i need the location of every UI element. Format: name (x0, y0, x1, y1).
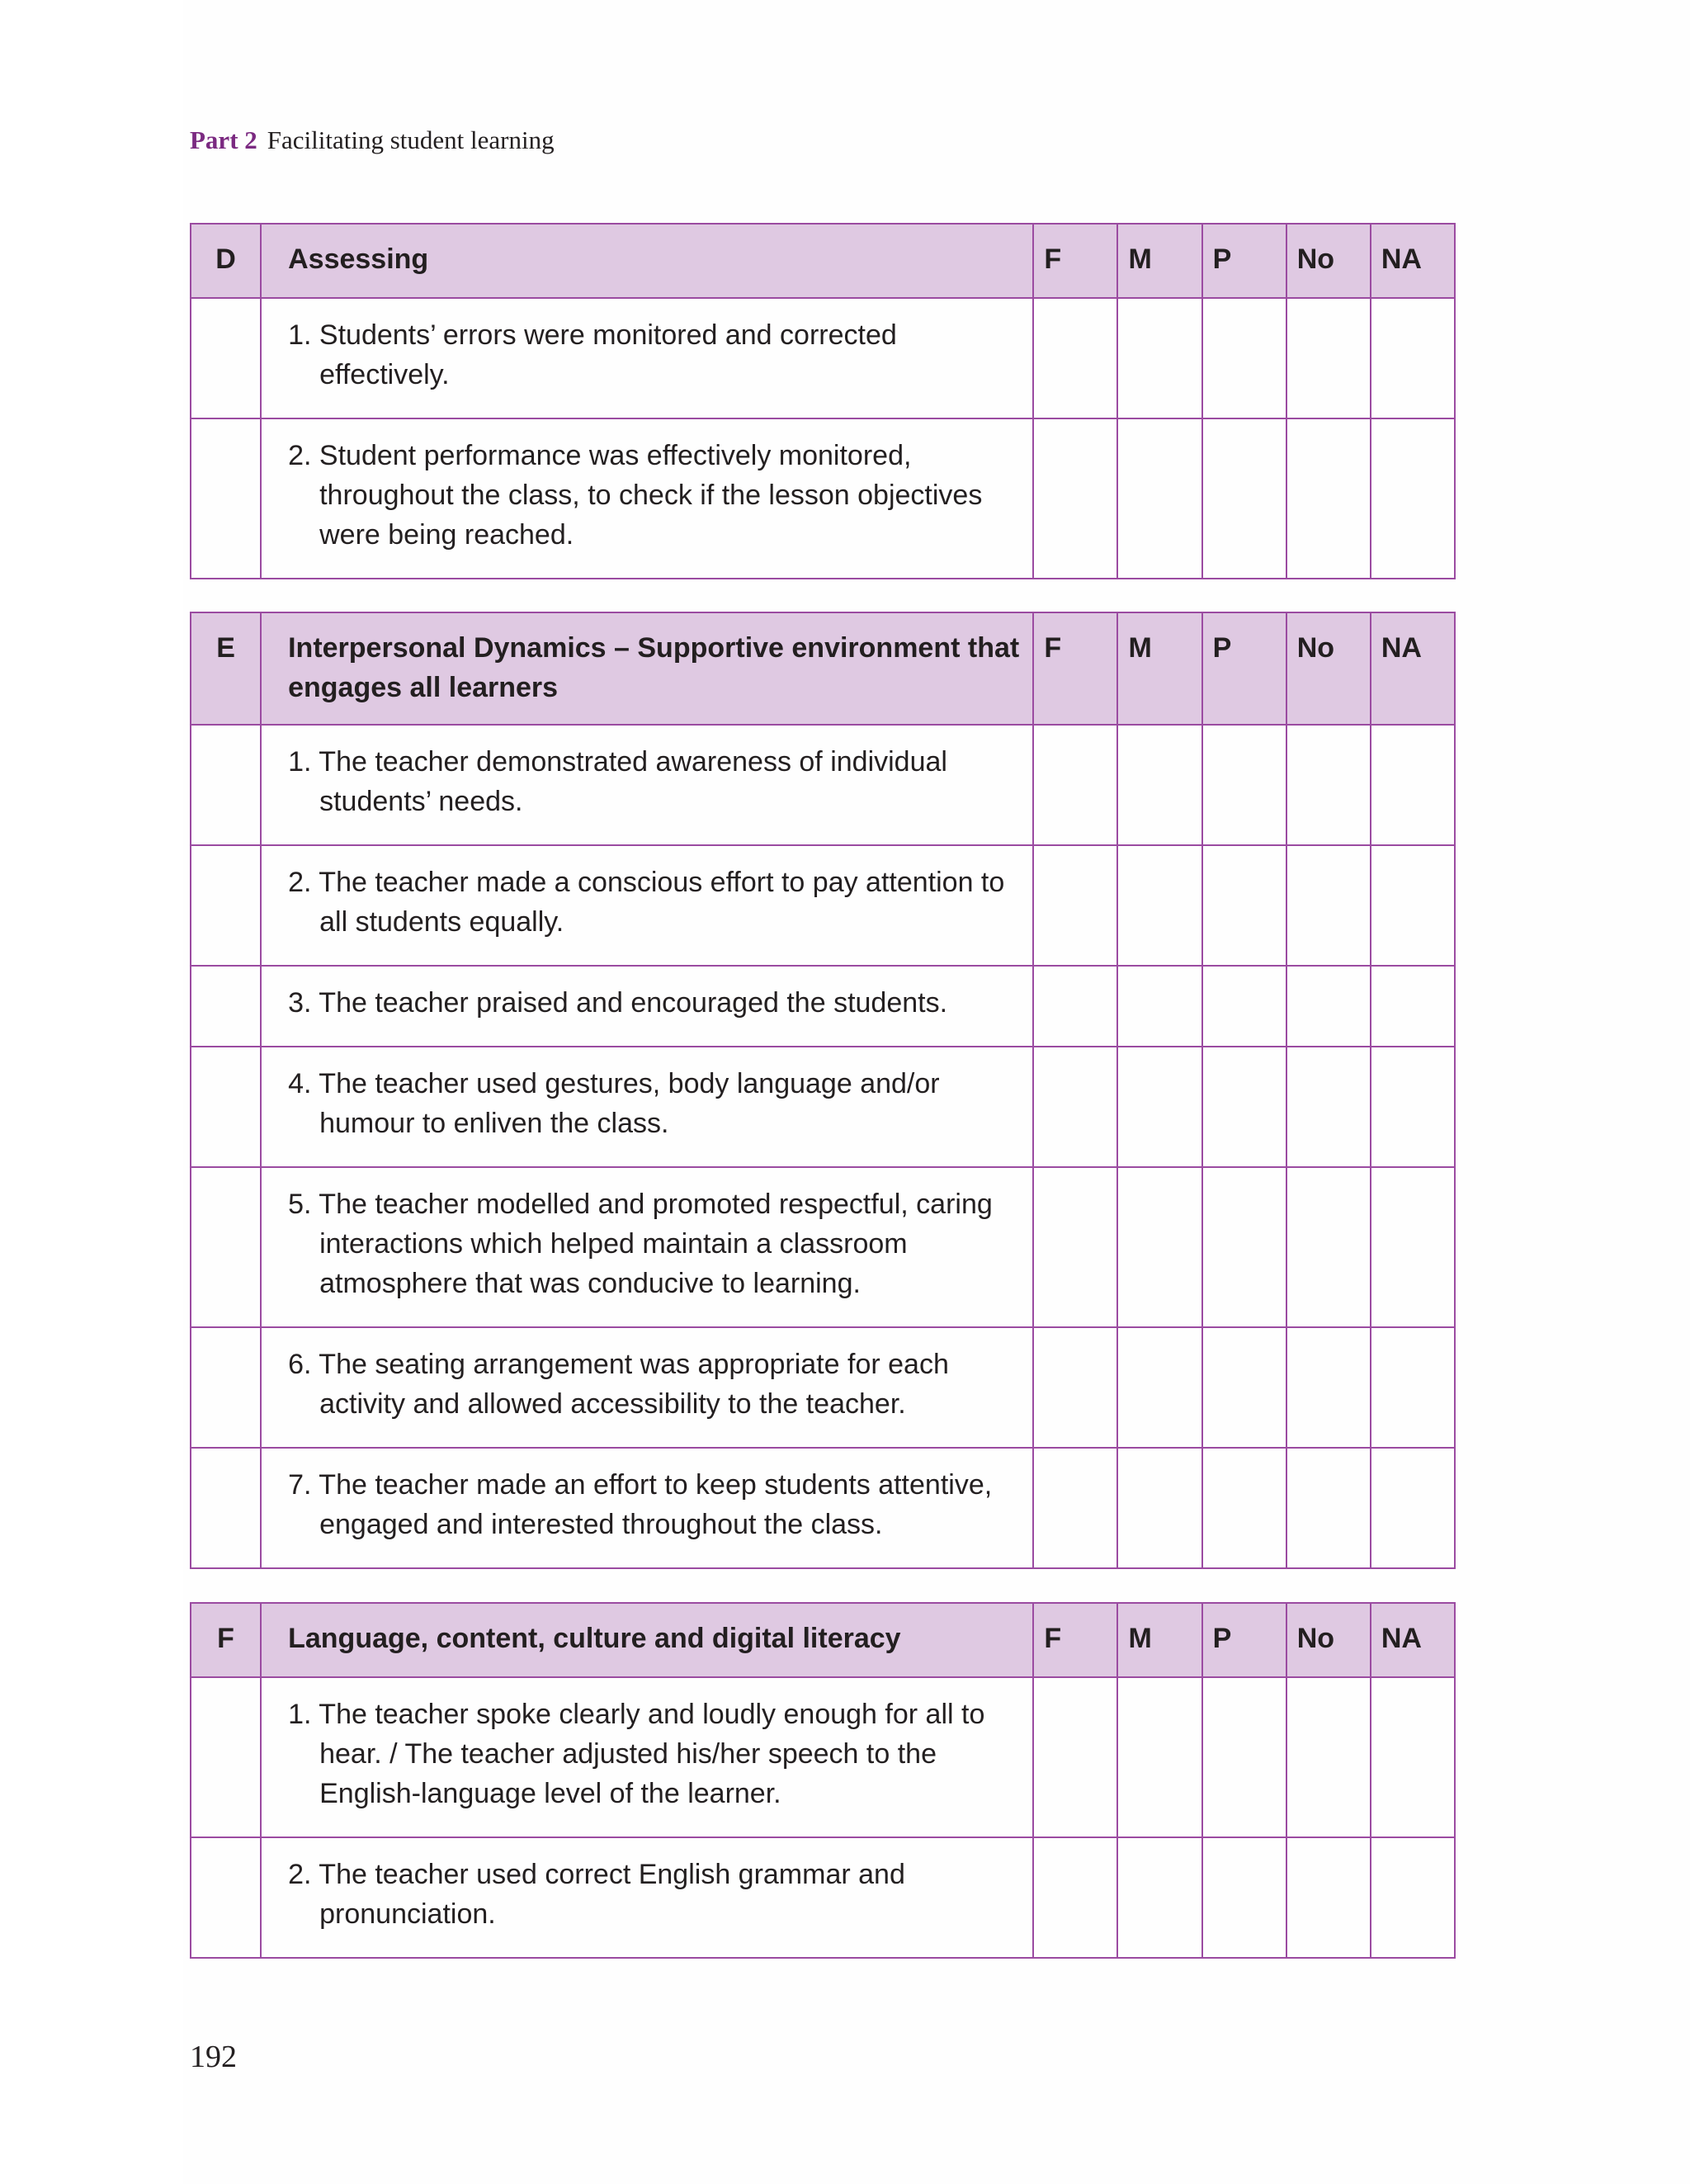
rating-cell-f[interactable] (1033, 418, 1117, 579)
rating-cell-na[interactable] (1371, 418, 1455, 579)
row-letter-cell (191, 1837, 261, 1958)
rating-cell-m[interactable] (1117, 1167, 1201, 1327)
section-header-row (191, 224, 1455, 298)
criterion-text: 3. The teacher praised and encouraged the students. (261, 966, 1033, 1047)
row-letter-cell (191, 1167, 261, 1327)
section-title: Interpersonal Dynamics – Supportive environment that engages all learners (261, 612, 1033, 725)
section-letter: E (191, 612, 261, 725)
criterion-row (191, 298, 1455, 418)
criterion-text: 2. The teacher used correct English grammar and pronunciation. (261, 1837, 1033, 1958)
rating-cell-m[interactable] (1117, 418, 1201, 579)
rating-cell-no[interactable] (1286, 298, 1371, 418)
rating-cell-m[interactable] (1117, 298, 1201, 418)
criterion-row (191, 1837, 1455, 1958)
rating-cell-p[interactable] (1202, 418, 1286, 579)
rating-cell-m[interactable] (1117, 845, 1201, 966)
rating-cell-p[interactable] (1202, 1837, 1286, 1958)
rating-cell-f[interactable] (1033, 1677, 1117, 1837)
section-table (190, 223, 1456, 579)
rating-cell-na[interactable] (1371, 1837, 1455, 1958)
rating-cell-na[interactable] (1371, 1167, 1455, 1327)
rating-cell-no[interactable] (1286, 1327, 1371, 1448)
rating-cell-f[interactable] (1033, 1047, 1117, 1167)
rating-cell-no[interactable] (1286, 418, 1371, 579)
criterion-row (191, 1167, 1455, 1327)
criterion-text: 5. The teacher modelled and promoted respectful, caring interactions which helped maintain a classroom atmosphere that was conducive to learning. (261, 1167, 1033, 1327)
criterion-row (191, 1047, 1455, 1167)
rating-cell-m[interactable] (1117, 1677, 1201, 1837)
row-letter-cell (191, 1047, 261, 1167)
section-table (190, 1602, 1456, 1959)
rating-cell-no[interactable] (1286, 1677, 1371, 1837)
rating-header-f: F (1033, 224, 1117, 298)
rating-cell-m[interactable] (1117, 1837, 1201, 1958)
rating-cell-f[interactable] (1033, 298, 1117, 418)
rating-cell-p[interactable] (1202, 1677, 1286, 1837)
rating-cell-f[interactable] (1033, 966, 1117, 1047)
rating-cell-f[interactable] (1033, 725, 1117, 845)
rating-cell-p[interactable] (1202, 1448, 1286, 1568)
rating-cell-no[interactable] (1286, 1167, 1371, 1327)
rating-header-m: M (1117, 224, 1201, 298)
rating-cell-f[interactable] (1033, 845, 1117, 966)
rating-header-na: NA (1371, 612, 1455, 725)
rating-cell-no[interactable] (1286, 1448, 1371, 1568)
rating-cell-m[interactable] (1117, 725, 1201, 845)
criterion-row (191, 1327, 1455, 1448)
section-letter: D (191, 224, 261, 298)
rating-cell-na[interactable] (1371, 966, 1455, 1047)
rating-header-f: F (1033, 1603, 1117, 1677)
rating-header-na: NA (1371, 1603, 1455, 1677)
rating-cell-m[interactable] (1117, 1327, 1201, 1448)
row-letter-cell (191, 1448, 261, 1568)
section-header-row (191, 1603, 1455, 1677)
criterion-text: 1. The teacher demonstrated awareness of individual students’ needs. (261, 725, 1033, 845)
rating-header-no: No (1286, 224, 1371, 298)
criterion-row (191, 1677, 1455, 1837)
criterion-text: 2. The teacher made a conscious effort to pay attention to all students equally. (261, 845, 1033, 966)
rating-cell-p[interactable] (1202, 298, 1286, 418)
criterion-row (191, 845, 1455, 966)
rating-header-m: M (1117, 612, 1201, 725)
rating-cell-na[interactable] (1371, 1047, 1455, 1167)
criterion-row (191, 725, 1455, 845)
section-title: Language, content, culture and digital literacy (261, 1603, 1033, 1677)
rating-cell-p[interactable] (1202, 1167, 1286, 1327)
row-letter-cell (191, 1327, 261, 1448)
rating-cell-na[interactable] (1371, 1677, 1455, 1837)
rating-header-na: NA (1371, 224, 1455, 298)
rating-cell-f[interactable] (1033, 1327, 1117, 1448)
criterion-text: 2. Student performance was effectively monitored, throughout the class, to check if the lesson objectives were being reached. (261, 418, 1033, 579)
rating-cell-m[interactable] (1117, 1047, 1201, 1167)
rating-cell-p[interactable] (1202, 845, 1286, 966)
section-title: Assessing (261, 224, 1033, 298)
row-letter-cell (191, 1677, 261, 1837)
criterion-text: 6. The seating arrangement was appropriate for each activity and allowed accessibility to the teacher. (261, 1327, 1033, 1448)
rating-header-p: P (1202, 612, 1286, 725)
row-letter-cell (191, 418, 261, 579)
rating-header-p: P (1202, 1603, 1286, 1677)
row-letter-cell (191, 966, 261, 1047)
criterion-text: 7. The teacher made an effort to keep students attentive, engaged and interested throughout the class. (261, 1448, 1033, 1568)
rating-cell-no[interactable] (1286, 966, 1371, 1047)
rating-cell-na[interactable] (1371, 298, 1455, 418)
section-table (190, 612, 1456, 1569)
rating-cell-no[interactable] (1286, 1047, 1371, 1167)
rating-cell-na[interactable] (1371, 1448, 1455, 1568)
criterion-text: 1. Students’ errors were monitored and corrected effectively. (261, 298, 1033, 418)
row-letter-cell (191, 845, 261, 966)
page-margin (0, 0, 183, 2184)
part-label: Part 2 (190, 125, 257, 154)
criterion-row (191, 966, 1455, 1047)
rating-cell-no[interactable] (1286, 725, 1371, 845)
criterion-text: 1. The teacher spoke clearly and loudly enough for all to hear. / The teacher adjusted his/her speech to the English-language level of the learner. (261, 1677, 1033, 1837)
rating-cell-p[interactable] (1202, 1047, 1286, 1167)
rating-header-no: No (1286, 612, 1371, 725)
rating-cell-no[interactable] (1286, 1837, 1371, 1958)
rating-cell-no[interactable] (1286, 845, 1371, 966)
rating-header-no: No (1286, 1603, 1371, 1677)
chapter-title: Facilitating student learning (267, 125, 555, 154)
rating-cell-p[interactable] (1202, 1327, 1286, 1448)
rating-cell-na[interactable] (1371, 725, 1455, 845)
criterion-text: 4. The teacher used gestures, body language and/or humour to enliven the class. (261, 1047, 1033, 1167)
section-letter: F (191, 1603, 261, 1677)
row-letter-cell (191, 298, 261, 418)
rating-header-f: F (1033, 612, 1117, 725)
criterion-row (191, 418, 1455, 579)
rating-cell-na[interactable] (1371, 1327, 1455, 1448)
page-number: 192 (190, 2040, 237, 2074)
rating-cell-p[interactable] (1202, 725, 1286, 845)
rating-cell-m[interactable] (1117, 966, 1201, 1047)
rating-cell-p[interactable] (1202, 966, 1286, 1047)
rating-cell-f[interactable] (1033, 1167, 1117, 1327)
section-header-row (191, 612, 1455, 725)
rating-cell-m[interactable] (1117, 1448, 1201, 1568)
rating-cell-na[interactable] (1371, 845, 1455, 966)
criterion-row (191, 1448, 1455, 1568)
rating-cell-f[interactable] (1033, 1837, 1117, 1958)
running-header (190, 125, 555, 155)
rating-header-m: M (1117, 1603, 1201, 1677)
rating-header-p: P (1202, 224, 1286, 298)
rating-cell-f[interactable] (1033, 1448, 1117, 1568)
row-letter-cell (191, 725, 261, 845)
